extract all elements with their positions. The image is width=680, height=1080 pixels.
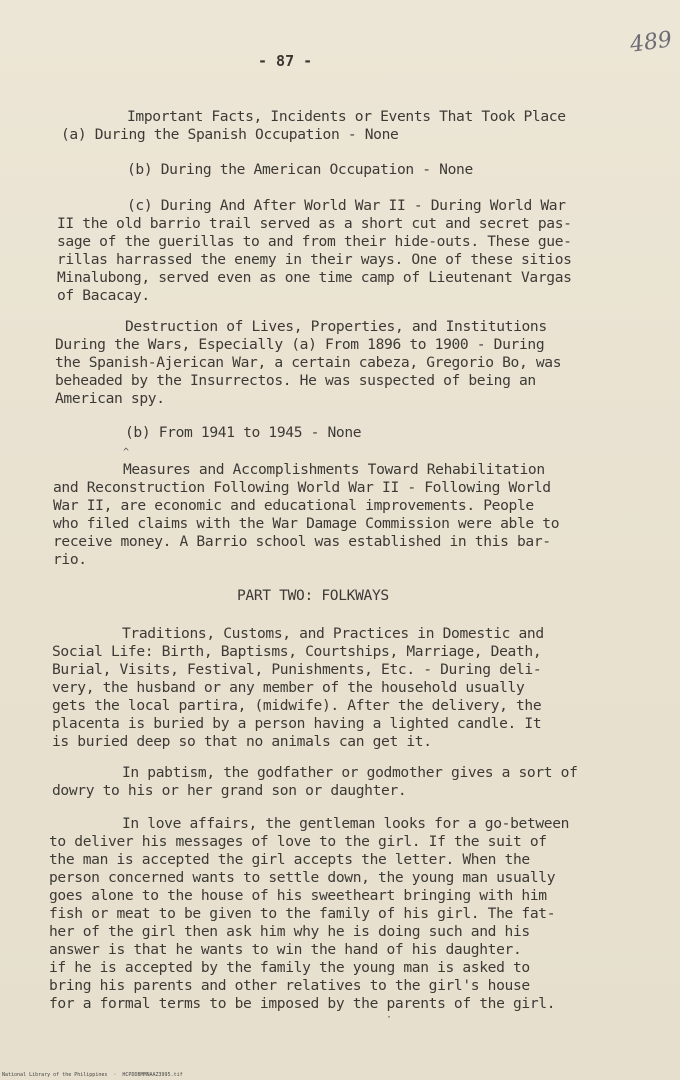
text-line: placenta is buried by a person having a lighted candle. It <box>52 715 542 732</box>
text-line: fish or meat to be given to the family of his girl. The fat- <box>49 905 556 922</box>
text-line: (c) During And After World War II - During World War <box>127 197 566 214</box>
text-line: the man is accepted the girl accepts the letter. When the <box>49 851 530 868</box>
text-line: for a formal terms to be imposed by the parents of the girl. <box>49 995 556 1012</box>
text-line: rio. <box>53 551 87 568</box>
text-line: person concerned wants to settle down, the young man usually <box>49 869 556 886</box>
text-line: if he is accepted by the family the young man is asked to <box>49 959 530 976</box>
text-line: Traditions, Customs, and Practices in Domestic and <box>122 625 544 642</box>
page-stamp-number: 489 <box>628 27 674 58</box>
section-heading: PART TWO: FOLKWAYS <box>237 587 389 604</box>
text-line: answer is that he wants to win the hand of his daughter. <box>49 941 522 958</box>
text-line: II the old barrio trail served as a short cut and secret pas- <box>57 215 572 232</box>
text-line: Burial, Visits, Festival, Punishments, Etc. - During deli- <box>52 661 542 678</box>
text-line: beheaded by the Insurrectos. He was suspected of being an <box>55 372 536 389</box>
text-line: and Reconstruction Following World War II - Following World <box>53 479 551 496</box>
text-line: (b) During the American Occupation - None <box>127 161 473 178</box>
text-line: sage of the guerillas to and from their hide-outs. These gue- <box>57 233 572 250</box>
text-line: the Spanish-Ajerican War, a certain cabeza, Gregorio Bo, was <box>55 354 562 371</box>
text-line: to deliver his messages of love to the girl. If the suit of <box>49 833 547 850</box>
text-line: In love affairs, the gentleman looks for a go-between <box>122 815 570 832</box>
text-line: her of the girl then ask him why he is doing such and his <box>49 923 530 940</box>
text-line: American spy. <box>55 390 165 407</box>
pen-mark: ^ <box>123 447 130 458</box>
page-number: - 87 - <box>258 52 313 70</box>
text-line: dowry to his or her grand son or daughter. <box>52 782 407 799</box>
text-line: Minalubong, served even as one time camp of Lieutenant Vargas <box>57 269 572 286</box>
text-line: of Bacacay. <box>57 287 150 304</box>
text-line: During the Wars, Especially (a) From 1896 to 1900 - During <box>55 336 545 353</box>
text-line: bring his parents and other relatives to the girl's house <box>49 977 530 994</box>
text-line: is buried deep so that no animals can get it. <box>52 733 432 750</box>
text-line: (b) From 1941 to 1945 - None <box>125 424 362 441</box>
text-line: (a) During the Spanish Occupation - None <box>61 126 399 143</box>
text-line: War II, are economic and educational improvements. People <box>53 497 534 514</box>
text-line: rillas harrassed the enemy in their ways. One of these sitios <box>57 251 572 268</box>
pen-mark: · <box>386 1012 393 1023</box>
text-line: Destruction of Lives, Properties, and Institutions <box>125 318 547 335</box>
text-line: receive money. A Barrio school was established in this bar- <box>53 533 551 550</box>
text-line: who filed claims with the War Damage Commission were able to <box>53 515 560 532</box>
scan-footer: National Library of the Philippines · HCPDDBMMNAAZ3995.tif <box>2 1072 183 1078</box>
text-line: goes alone to the house of his sweetheart bringing with him <box>49 887 547 904</box>
text-line: very, the husband or any member of the household usually <box>52 679 525 696</box>
text-line: Social Life: Birth, Baptisms, Courtships, Marriage, Death, <box>52 643 542 660</box>
text-line: gets the local partira, (midwife). After the delivery, the <box>52 697 542 714</box>
text-line: Important Facts, Incidents or Events That Took Place <box>127 108 566 125</box>
text-line: Measures and Accomplishments Toward Rehabilitation <box>123 461 545 478</box>
text-line: In pabtism, the godfather or godmother gives a sort of <box>122 764 578 781</box>
